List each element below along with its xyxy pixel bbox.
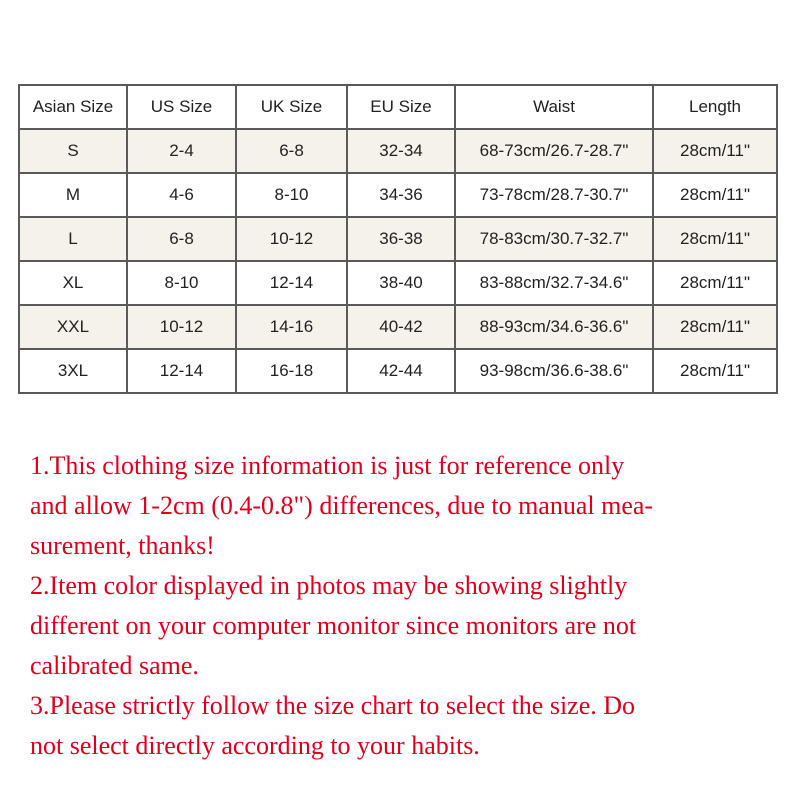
- cell-eu-size: 32-34: [347, 129, 455, 173]
- note-line: not select directly according to your habits.: [30, 731, 480, 760]
- cell-length: 28cm/11": [653, 261, 777, 305]
- cell-waist: 83-88cm/32.7-34.6": [455, 261, 653, 305]
- note-line: and allow 1-2cm (0.4-0.8") differences, due to manual mea-: [30, 491, 654, 520]
- size-notes: [30, 446, 780, 766]
- cell-length: 28cm/11": [653, 305, 777, 349]
- cell-us-size: 6-8: [127, 217, 236, 261]
- cell-asian-size: XXL: [19, 305, 127, 349]
- cell-length: 28cm/11": [653, 349, 777, 393]
- cell-uk-size: 6-8: [236, 129, 347, 173]
- note-line: calibrated same.: [30, 651, 199, 680]
- cell-waist: 88-93cm/34.6-36.6": [455, 305, 653, 349]
- cell-asian-size: 3XL: [19, 349, 127, 393]
- cell-waist: 68-73cm/26.7-28.7": [455, 129, 653, 173]
- cell-asian-size: M: [19, 173, 127, 217]
- cell-asian-size: XL: [19, 261, 127, 305]
- header-length: Length: [653, 85, 777, 129]
- cell-length: 28cm/11": [653, 173, 777, 217]
- cell-us-size: 12-14: [127, 349, 236, 393]
- cell-us-size: 4-6: [127, 173, 236, 217]
- table-row: [19, 217, 777, 261]
- cell-waist: 93-98cm/36.6-38.6": [455, 349, 653, 393]
- cell-us-size: 8-10: [127, 261, 236, 305]
- note-line: different on your computer monitor since monitors are not: [30, 611, 637, 640]
- table-row: [19, 129, 777, 173]
- cell-uk-size: 16-18: [236, 349, 347, 393]
- cell-uk-size: 12-14: [236, 261, 347, 305]
- cell-uk-size: 8-10: [236, 173, 347, 217]
- cell-asian-size: L: [19, 217, 127, 261]
- header-us-size: US Size: [127, 85, 236, 129]
- note-line: 3.Please strictly follow the size chart to select the size. Do: [30, 691, 636, 720]
- cell-waist: 73-78cm/28.7-30.7": [455, 173, 653, 217]
- cell-asian-size: S: [19, 129, 127, 173]
- header-uk-size: UK Size: [236, 85, 347, 129]
- cell-length: 28cm/11": [653, 129, 777, 173]
- cell-eu-size: 38-40: [347, 261, 455, 305]
- table-row: [19, 261, 777, 305]
- table-row: [19, 305, 777, 349]
- cell-uk-size: 10-12: [236, 217, 347, 261]
- header-eu-size: EU Size: [347, 85, 455, 129]
- table-row: [19, 349, 777, 393]
- table-row: [19, 173, 777, 217]
- cell-eu-size: 42-44: [347, 349, 455, 393]
- note-line: surement, thanks!: [30, 531, 215, 560]
- size-chart-table: [18, 84, 778, 394]
- note-line: 1.This clothing size information is just for reference only: [30, 451, 625, 480]
- cell-length: 28cm/11": [653, 217, 777, 261]
- cell-waist: 78-83cm/30.7-32.7": [455, 217, 653, 261]
- note-line: 2.Item color displayed in photos may be showing slightly: [30, 571, 628, 600]
- header-waist: Waist: [455, 85, 653, 129]
- cell-eu-size: 34-36: [347, 173, 455, 217]
- header-asian-size: Asian Size: [19, 85, 127, 129]
- cell-uk-size: 14-16: [236, 305, 347, 349]
- table-header-row: [19, 85, 777, 129]
- cell-eu-size: 36-38: [347, 217, 455, 261]
- cell-us-size: 2-4: [127, 129, 236, 173]
- cell-us-size: 10-12: [127, 305, 236, 349]
- cell-eu-size: 40-42: [347, 305, 455, 349]
